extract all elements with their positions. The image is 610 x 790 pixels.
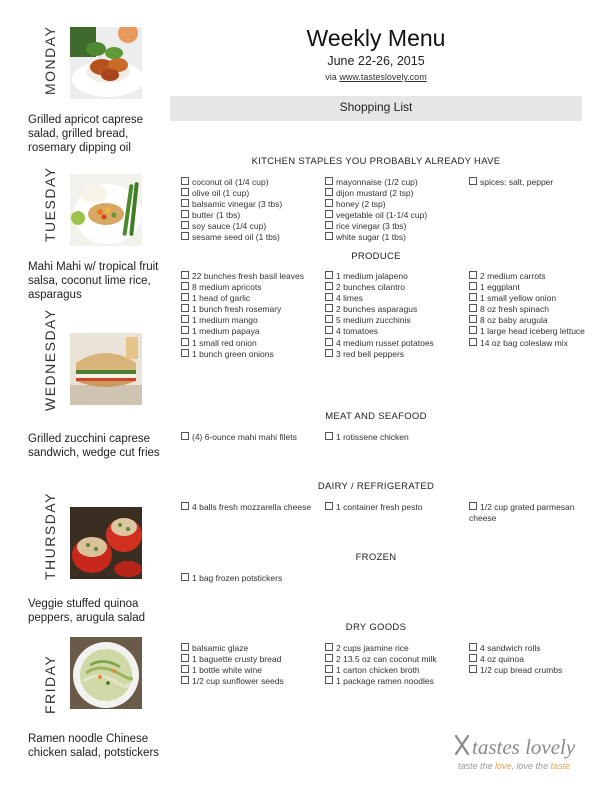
shopping-list-bar [170,96,582,121]
checklist-item[interactable] [181,271,316,282]
checklist-item-label: 2 cups jasmine rice [336,643,409,653]
checklist-item[interactable] [325,349,460,360]
checkbox-icon[interactable] [469,338,477,346]
checklist-item[interactable] [325,326,460,337]
checkbox-icon[interactable] [181,210,189,218]
staples-col-1 [181,177,316,244]
checklist-item[interactable] [325,282,460,293]
checklist-item[interactable] [469,654,604,665]
dairy-col-3 [469,502,604,524]
meal-description-thursday: Veggie stuffed quinoa peppers, arugula salad [28,598,145,624]
checklist-item[interactable] [181,221,316,232]
checklist-item[interactable] [181,654,316,665]
checkbox-icon[interactable] [325,282,333,290]
checklist-item-label: 1 package ramen noodles [336,676,434,687]
checklist-item[interactable] [469,315,604,326]
checkbox-icon[interactable] [469,665,477,673]
checklist-item-label: 1 small yellow onion [480,293,557,304]
checklist-item[interactable] [181,338,316,349]
checklist-item-label: 1/2 cup bread crumbs [480,665,563,676]
apricot-caprese-photo [70,27,142,99]
meat-col-1 [181,432,316,443]
ramen-salad-photo [70,637,142,709]
checkbox-icon[interactable] [181,282,189,290]
checklist-item-label: (4) 6-ounce mahi mahi filets [192,432,297,442]
via-prefix: via [325,72,337,82]
checklist-item-label: 1/2 cup grated parmesan cheese [469,502,575,524]
checklist-item[interactable] [469,293,604,304]
checklist-item[interactable] [469,338,604,349]
checklist-item[interactable] [325,676,460,687]
checklist-item[interactable] [181,349,316,360]
checklist-item[interactable] [325,271,460,282]
checklist-item[interactable] [325,665,460,676]
checklist-item[interactable] [325,502,460,513]
dry-col-1 [181,643,316,687]
day-label-monday: MONDAY [42,25,58,95]
checklist-item[interactable] [469,177,604,188]
day-label-friday: FRIDAY [42,654,58,714]
checkbox-icon[interactable] [181,643,189,651]
checkbox-icon[interactable] [469,177,477,185]
checklist-item[interactable] [325,432,460,443]
checkbox-icon[interactable] [325,676,333,684]
checklist-item[interactable] [325,304,460,315]
checklist-item-label: 1 container fresh pesto [336,502,423,512]
checklist-item[interactable] [181,199,316,210]
checklist-item-label: white sugar (1 tbs) [336,232,406,243]
checkbox-icon[interactable] [325,349,333,357]
checklist-item-label: soy sauce (1/4 cup) [192,221,267,232]
checkbox-icon[interactable] [325,654,333,662]
checklist-item[interactable] [181,676,316,687]
checkbox-icon[interactable] [181,315,189,323]
checklist-item-label: mayonnaise (1/2 cup) [336,177,418,187]
checkbox-icon[interactable] [181,676,189,684]
checklist-item-label: 1 head of garlic [192,293,251,304]
checklist-item[interactable] [181,232,316,243]
checklist-item[interactable] [325,315,460,326]
tagline-love: love [495,761,512,771]
section-title-meat-seafood: MEAT AND SEAFOOD [325,411,427,422]
dry-col-3 [469,643,604,676]
checklist-item[interactable] [469,643,604,654]
checklist-item[interactable] [469,326,604,337]
checkbox-icon[interactable] [469,643,477,651]
checklist-item-label: 1/2 cup sunflower seeds [192,676,284,687]
mahi-mahi-photo [70,174,142,246]
checkbox-icon[interactable] [181,349,189,357]
page-title: Weekly Menu [306,25,446,51]
brand-logo [452,730,597,775]
checkbox-icon[interactable] [181,293,189,301]
section-title-dry-goods: DRY GOODS [345,622,407,633]
produce-col-3 [469,271,604,349]
checklist-item[interactable] [469,502,604,524]
checklist-item[interactable] [325,643,460,654]
checkbox-icon[interactable] [325,643,333,651]
checklist-item-label: 2 13.5 oz can coconut milk [336,654,437,665]
checklist-item[interactable] [469,665,604,676]
checklist-item-label: 22 bunches fresh basil leaves [192,271,304,281]
checklist-item-label: 1 medium jalapeno [336,271,408,281]
date-range: June 22-26, 2015 [327,54,425,68]
checklist-item[interactable] [325,188,460,199]
checklist-item[interactable] [181,665,316,676]
tagline-taste: taste [550,761,571,771]
checklist-item-label: 1 medium mango [192,315,258,326]
checkbox-icon[interactable] [325,232,333,240]
checkbox-icon[interactable] [181,654,189,662]
produce-col-1 [181,271,316,360]
produce-col-2 [325,271,460,360]
checklist-item[interactable] [181,326,316,337]
checklist-item[interactable] [181,188,316,199]
tagline-part-2: , love the [511,761,551,771]
checklist-item-label: spices: salt, pepper [480,177,554,187]
checkbox-icon[interactable] [181,232,189,240]
staples-col-2 [325,177,460,244]
checklist-item-label: 1 bunch green onions [192,348,274,359]
checklist-item-label: 8 oz baby arugula [480,315,548,326]
checklist-item-label: balsamic glaze [192,643,249,653]
staples-col-3 [469,177,604,188]
checkbox-icon[interactable] [325,502,333,510]
zucchini-sandwich-photo [70,333,142,405]
checklist-item-label: sesame seed oil (1 tbs) [192,232,280,243]
checklist-item[interactable] [181,282,316,293]
checkbox-icon[interactable] [181,573,189,581]
checklist-item-label: 3 red bell peppers [336,348,405,359]
meal-description-monday: Grilled apricot caprese salad, grilled bread, rosemary dipping oil [28,114,144,154]
checklist-item[interactable] [181,315,316,326]
checklist-item-label: 1 bunch fresh rosemary [192,304,282,315]
checkbox-icon[interactable] [325,271,333,279]
checklist-item[interactable] [181,210,316,221]
checklist-item-label: vegetable oil (1-1/4 cup) [336,210,428,221]
section-title-frozen: FROZEN [355,552,397,563]
checkbox-icon[interactable] [325,315,333,323]
checkbox-icon[interactable] [325,221,333,229]
checkbox-icon[interactable] [469,315,477,323]
day-label-wednesday: WEDNESDAY [42,308,58,411]
checklist-item[interactable] [469,282,604,293]
checklist-item[interactable] [325,293,460,304]
dry-col-2 [325,643,460,687]
checkbox-icon[interactable] [469,293,477,301]
checkbox-icon[interactable] [181,199,189,207]
checkbox-icon[interactable] [181,177,189,185]
checkbox-icon[interactable] [325,326,333,334]
frozen-col-1 [181,573,316,584]
checkbox-icon[interactable] [325,338,333,346]
checklist-item-label: 2 medium carrots [480,271,546,281]
checkbox-icon[interactable] [469,271,477,279]
checkbox-icon[interactable] [181,338,189,346]
checklist-item[interactable] [181,304,316,315]
checklist-item-label: 1 large head iceberg lettuce [480,326,585,337]
stuffed-peppers-photo [70,507,142,579]
meal-description-friday: Ramen noodle Chinese chicken salad, potstickers [28,733,160,759]
checkbox-icon[interactable] [469,326,477,334]
tagline-part-1: taste the [458,761,496,771]
checklist-item[interactable] [325,177,460,188]
checklist-item[interactable] [325,210,460,221]
checklist-item[interactable] [181,432,316,443]
brand-tagline [458,761,570,771]
checklist-item-label: 4 oz quinoa [480,654,524,665]
checkbox-icon[interactable] [325,177,333,185]
checkbox-icon[interactable] [469,502,477,510]
meal-description-wednesday: Grilled zucchini caprese sandwich, wedge cut fries [28,433,160,459]
day-label-tuesday: TUESDAY [42,166,58,242]
checklist-item-label: olive oil (1 cup) [192,188,250,199]
section-title-produce: PRODUCE [351,251,401,262]
checklist-item-label: rice vinegar (3 tbs) [336,221,407,232]
shopping-list-label: Shopping List [339,100,413,114]
checklist-item[interactable] [181,293,316,304]
meat-col-2 [325,432,460,443]
dairy-col-2 [325,502,460,513]
checkbox-icon[interactable] [325,293,333,301]
checklist-item-label: 4 medium russet potatoes [336,337,434,348]
checklist-item-label: 2 bunches cilantro [336,282,405,293]
meal-description-tuesday: Mahi Mahi w/ tropical fruit salsa, coconut lime rice, asparagus [28,261,159,301]
checkbox-icon[interactable] [325,199,333,207]
checkbox-icon[interactable] [181,326,189,334]
checkbox-icon[interactable] [325,665,333,673]
checkbox-icon[interactable] [181,304,189,312]
checkbox-icon[interactable] [181,188,189,196]
checklist-item-label: 14 oz bag coleslaw mix [480,337,568,348]
checklist-item[interactable] [469,271,604,282]
checklist-item-label: dijon mustard (2 tsp) [336,188,414,199]
checklist-item-label: 1 carton chicken broth [336,665,420,676]
checkbox-icon[interactable] [181,432,189,440]
checklist-item-label: 4 balls fresh mozzarella cheese [192,502,312,512]
checkbox-icon[interactable] [325,210,333,218]
checklist-item-label: 8 medium apricots [192,282,262,293]
brand-logo-graphic [452,730,597,775]
checklist-item[interactable] [181,502,316,513]
checkbox-icon[interactable] [181,665,189,673]
source-credit [170,72,582,82]
checklist-item-label: 4 limes [336,293,363,304]
checkbox-icon[interactable] [325,304,333,312]
checklist-item-label: 2 bunches asparagus [336,304,418,315]
checklist-item-label: butter (1 tbs) [192,210,241,221]
checklist-item[interactable] [181,573,316,584]
day-label-thursday: THURSDAY [42,492,58,580]
checklist-item[interactable] [181,177,316,188]
checklist-item[interactable] [325,232,460,243]
checklist-item-label: 1 bag frozen potstickers [192,573,283,583]
checklist-item[interactable] [325,654,460,665]
fork-knife-icon [456,736,468,754]
checklist-item[interactable] [325,221,460,232]
checklist-item-label: 1 rotissene chicken [336,432,409,442]
source-link[interactable]: www.tasteslovely.com [339,72,427,82]
checklist-item-label: 4 tomatoes [336,326,379,337]
dairy-col-1 [181,502,316,513]
checkbox-icon[interactable] [469,304,477,312]
checkbox-icon[interactable] [181,502,189,510]
checklist-item[interactable] [325,199,460,210]
checklist-item-label: balsamic vinegar (3 tbs) [192,199,283,210]
checklist-item-label: honey (2 tsp) [336,199,386,210]
checkbox-icon[interactable] [469,654,477,662]
checkbox-icon[interactable] [181,221,189,229]
checklist-item-label: 8 oz fresh spinach [480,304,549,315]
checklist-item-label: 4 sandwich rolls [480,643,541,653]
checklist-item[interactable] [181,643,316,654]
checklist-item-label: 1 bottle white wine [192,665,262,676]
checklist-item-label: 1 eggplant [480,282,520,293]
checkbox-icon[interactable] [181,271,189,279]
brand-name: tastes lovely [472,735,576,759]
checklist-item-label: 5 medium zucchinis [336,315,411,326]
section-title-dairy: DAIRY / REFRIGERATED [317,481,435,492]
checklist-item[interactable] [325,338,460,349]
checklist-item-label: coconut oil (1/4 cup) [192,177,269,187]
checklist-item-label: 1 small red onion [192,337,257,348]
checklist-item[interactable] [469,304,604,315]
checklist-item-label: 1 baguette crusty bread [192,654,282,665]
checkbox-icon[interactable] [325,432,333,440]
checkbox-icon[interactable] [325,188,333,196]
checkbox-icon[interactable] [469,282,477,290]
section-title-kitchen-staples: KITCHEN STAPLES YOU PROBABLY ALREADY HAVE [251,156,501,167]
checklist-item-label: 1 medium papaya [192,326,260,337]
